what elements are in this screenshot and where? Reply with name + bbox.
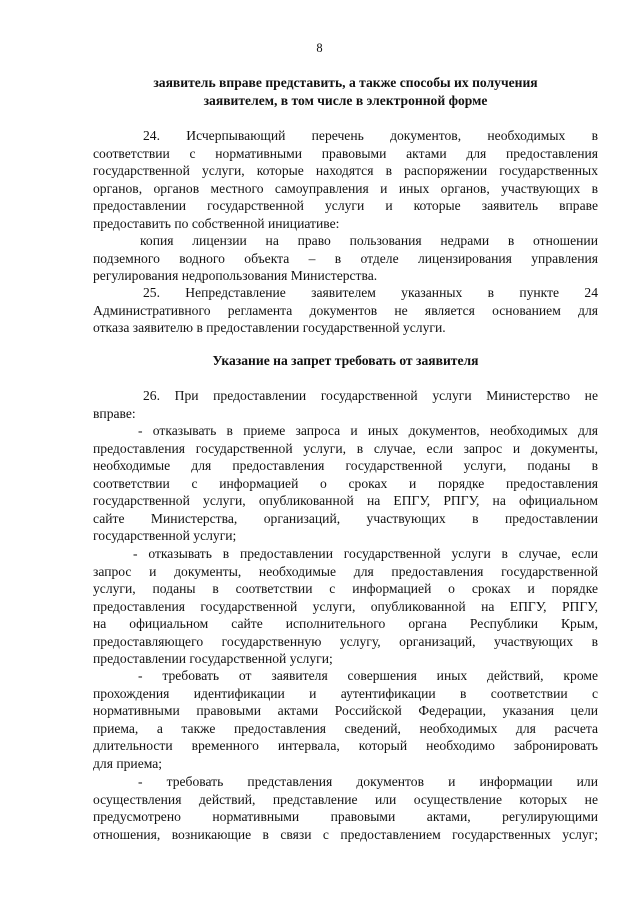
list-item-2 (93, 545, 598, 668)
text-line: копия лицензии на право пользования недрами в отношении (140, 233, 598, 248)
page-number: 8 (316, 41, 323, 55)
list-item-4 (93, 773, 598, 843)
text-line: соответствии с информацией о сроках и порядке предоставления (93, 475, 598, 491)
text-line: запрос и документы, необходимые для предоставления государственной (93, 563, 598, 579)
text-line: осуществления действий, представление или осуществление которых не (93, 791, 598, 807)
text-line: предоставить по собственной инициативе: (93, 215, 340, 231)
paragraph-26 (93, 387, 598, 422)
text-line: государственной услуги, которые находятся в распоряжении государственных (93, 163, 598, 178)
text-line: регулирования недропользования Министерства. (93, 268, 378, 283)
paragraph-24 (93, 127, 598, 232)
text-line: государственной услуги; (93, 528, 237, 543)
text-line: - отказывать в приеме запроса и иных документов, необходимых для (138, 423, 598, 438)
text-line: вправе: (93, 405, 136, 421)
text-line: предоставления государственной услуги, опубликованной на ЕПГУ, РПГУ, (93, 598, 598, 614)
paragraph-25 (93, 284, 598, 337)
text-line: предоставлении государственной услуги и которые заявитель вправе (93, 198, 598, 213)
text-line: сайте Министерства, организаций, участвующих в предоставлении (93, 510, 598, 526)
list-item-1 (93, 422, 598, 545)
text-line: нормативными правовыми актами Российской Федерации, указания цели (93, 703, 598, 718)
text-line: предусмотрено нормативными правовыми актами, регулирующими (93, 809, 598, 824)
text-line: органов, органов местного самоуправления и иных органов, участвующих в (93, 180, 598, 196)
text-line: предоставления государственной услуги, в случае, если запрос и документы, (93, 440, 598, 456)
heading-line: заявителем, в том числе в электронной форме (203, 92, 488, 108)
section-heading (93, 74, 598, 109)
text-line: приема, а также предоставления сведений, необходимых для расчета (93, 720, 598, 736)
text-line: - отказывать в предоставлении государственной услуги в случае, если (133, 546, 598, 561)
heading-line: Указание на запрет требовать от заявителя (212, 353, 479, 368)
text-line: государственной услуги, опубликованной на ЕПГУ, РПГУ, на официальном (93, 493, 598, 508)
text-line: 24. Исчерпывающий перечень документов, необходимых в (143, 128, 598, 143)
list-item-3 (93, 667, 598, 772)
text-line: длительности временного интервала, который необходимо забронировать (93, 738, 598, 753)
text-line: отказа заявителю в предоставлении государственной услуги. (93, 320, 446, 335)
section-heading-prohibition (93, 352, 598, 370)
text-line: - требовать представления документов и информации или (138, 774, 598, 789)
text-line: для приема; (93, 755, 163, 771)
text-line: необходимые для предоставления государственной услуги, поданы в (93, 458, 598, 473)
text-line: подземного водного объекта – в отделе лицензирования управления (93, 250, 598, 266)
text-line: 26. При предоставлении государственной услуги Министерство не (143, 388, 598, 403)
text-line: прохождения идентификации и аутентификации в соответствии с (93, 685, 598, 701)
text-line: предоставляющего государственную услугу, организаций, участвующих в (93, 633, 598, 649)
text-line: предоставлении государственной услуги; (93, 651, 333, 666)
text-line: 25. Непредставление заявителем указанных в пункте 24 (143, 285, 598, 300)
text-line: отношения, возникающие в связи с предоставлением государственных услуг; (93, 826, 598, 842)
text-line: Административного регламента документов не является основанием для (93, 302, 598, 318)
text-line: соответствии с нормативными правовыми актами для предоставления (93, 145, 598, 161)
paragraph-24-item (93, 232, 598, 285)
text-line: - требовать от заявителя совершения иных действий, кроме (138, 668, 598, 683)
text-line: на официальном сайте исполнительного органа Республики Крым, (93, 616, 598, 631)
text-line: услуги, поданы в соответствии с информацией о сроках и порядке (93, 581, 598, 596)
heading-line: заявитель вправе представить, а также способы их получения (153, 75, 538, 90)
